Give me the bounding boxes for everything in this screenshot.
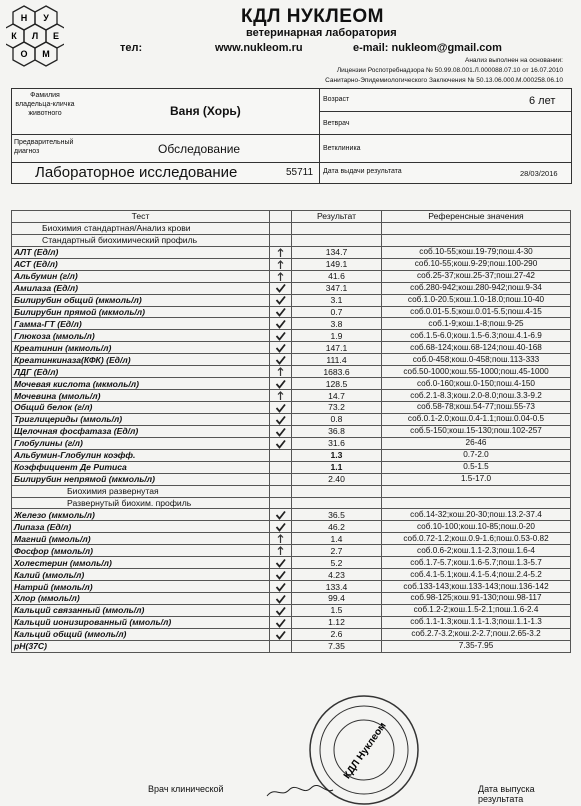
test-reference: 26-46 — [382, 437, 571, 449]
test-result: 2.6 — [292, 628, 382, 640]
test-reference: соб.0-160;кош.0-150;пош.4-150 — [382, 378, 571, 390]
ref-cell — [382, 222, 571, 234]
diag-label: Предварительный диагноз — [14, 139, 74, 155]
test-name: Кальций общий (ммоль/л) — [12, 628, 270, 640]
test-reference: соб.25-37;кош.25-37;пош.27-42 — [382, 270, 571, 282]
test-reference: соб.0.72-1.2;кош.0.9-1.6;пош.0.53-0.82 — [382, 533, 571, 545]
test-reference: соб.58-78;кош.54-77;пош.55-73 — [382, 402, 571, 414]
ref-cell — [382, 497, 571, 509]
section-label: Развернутый биохим. профиль — [12, 497, 270, 509]
vet-label: Ветврач — [323, 120, 350, 127]
test-name: Щелочная фосфатаза (Ед/л) — [12, 425, 270, 437]
test-name: Глобулины (г/л) — [12, 437, 270, 449]
arrow-up-icon — [270, 258, 292, 270]
test-reference: соб.133-143;кош.133-143;пош.136-142 — [382, 581, 571, 593]
test-result: 1.1 — [292, 461, 382, 473]
col-ref: Референсные значения — [382, 211, 571, 223]
study-number: 55711 — [286, 167, 314, 178]
test-name: Альбумин-Глобулин коэфф. — [12, 449, 270, 461]
test-result: 41.6 — [292, 270, 382, 282]
logo-letter-3: К — [11, 31, 17, 41]
email: e-mail: nukleom@gmail.com — [353, 42, 502, 54]
table-row — [12, 593, 571, 605]
test-name: Натрий (ммоль/л) — [12, 581, 270, 593]
test-result: 3.1 — [292, 294, 382, 306]
check-icon — [270, 593, 292, 605]
test-name: Мочевина (ммоль/л) — [12, 390, 270, 402]
table-row — [12, 366, 571, 378]
test-result: 347.1 — [292, 282, 382, 294]
logo-letter-2: У — [43, 13, 49, 23]
col-test: Тест — [12, 211, 270, 223]
check-icon — [270, 342, 292, 354]
table-row — [12, 509, 571, 521]
test-name: Кальций связанный (ммоль/л) — [12, 604, 270, 616]
check-icon — [270, 330, 292, 342]
test-name: Билирубин общий (мкмоль/л) — [12, 294, 270, 306]
test-result: 1.12 — [292, 616, 382, 628]
test-result: 1.4 — [292, 533, 382, 545]
table-row — [12, 342, 571, 354]
ref-cell — [382, 234, 571, 246]
arrow-up-icon — [270, 533, 292, 545]
table-row — [12, 318, 571, 330]
flag-cell — [270, 461, 292, 473]
test-result: 1.5 — [292, 604, 382, 616]
check-icon — [270, 604, 292, 616]
footer-date-label: Дата выпуска результата — [478, 784, 535, 804]
check-icon — [270, 378, 292, 390]
check-icon — [270, 306, 292, 318]
table-row — [12, 354, 571, 366]
test-result: 73.2 — [292, 402, 382, 414]
test-result: 1.9 — [292, 330, 382, 342]
check-icon — [270, 557, 292, 569]
test-reference: соб.68-124;кош.68-124;пош.40-168 — [382, 342, 571, 354]
test-result: 14.7 — [292, 390, 382, 402]
section-row — [12, 485, 571, 497]
check-icon — [270, 581, 292, 593]
test-reference: соб.10-55;кош.9-29;пош.100-290 — [382, 258, 571, 270]
test-reference: соб.10-55;кош.19-79;пош.4-30 — [382, 246, 571, 258]
table-row — [12, 425, 571, 437]
result-cell — [292, 485, 382, 497]
logo-letter-7: М — [42, 49, 50, 59]
test-name: Билирубин непрямой (мкмоль/л) — [12, 473, 270, 485]
test-reference: соб.4.1-5.1;кош.4.1-5.4;пош.2.4-5.2 — [382, 569, 571, 581]
table-row — [12, 330, 571, 342]
test-result: 36.5 — [292, 509, 382, 521]
arrow-up-icon — [270, 545, 292, 557]
test-result: 149.1 — [292, 258, 382, 270]
check-icon — [270, 509, 292, 521]
table-row — [12, 282, 571, 294]
test-reference: соб.5-150;кош.15-130;пош.102-257 — [382, 425, 571, 437]
check-icon — [270, 521, 292, 533]
table-row — [12, 306, 571, 318]
section-label: Биохимия стандартная/Анализ крови — [12, 222, 270, 234]
table-row — [12, 533, 571, 545]
test-reference: соб.280-942;кош.280-942;пош.9-34 — [382, 282, 571, 294]
table-row — [12, 473, 571, 485]
test-reference: соб.1.5-6.0;кош.1.5-6.3;пош.4.1-6.9 — [382, 330, 571, 342]
logo-letter-4: Л — [31, 31, 39, 41]
table-row — [12, 449, 571, 461]
signature — [265, 784, 335, 800]
check-icon — [270, 294, 292, 306]
arrow-up-icon — [270, 390, 292, 402]
table-row — [12, 604, 571, 616]
license-heading: Анализ выполнен на основании: — [465, 57, 563, 64]
website: www.nukleom.ru — [215, 42, 303, 54]
table-row — [12, 545, 571, 557]
table-row — [12, 628, 571, 640]
table-header-row — [12, 211, 571, 223]
flag-cell — [270, 449, 292, 461]
test-name: Общий белок (г/л) — [12, 402, 270, 414]
test-reference: соб.0.01-5.5;кош.0.01-5.5;пош.4-15 — [382, 306, 571, 318]
diag-value: Обследование — [158, 142, 241, 156]
test-name: Хлор (ммоль/л) — [12, 593, 270, 605]
test-name: Кальций ионизированный (ммоль/л) — [12, 616, 270, 628]
test-reference: соб.2.7-3.2;кош.2-2.7;пош.2.65-3.2 — [382, 628, 571, 640]
results-body — [12, 211, 571, 653]
flag-cell — [270, 234, 292, 246]
section-row — [12, 222, 571, 234]
test-name: Коэффициент Де Ритиса — [12, 461, 270, 473]
arrow-up-icon — [270, 270, 292, 282]
lab-title: КДЛ НУКЛЕОМ — [241, 6, 384, 27]
table-row — [12, 521, 571, 533]
license-line-1: Лицензии Роспотребнадзора № 50.99.08.001.Л.000088.07.10 от 16.07.2010 — [336, 67, 563, 74]
result-cell — [292, 222, 382, 234]
table-row — [12, 270, 571, 282]
logo-letter-5: Е — [52, 31, 60, 41]
test-result: 2.40 — [292, 473, 382, 485]
test-reference: соб.1-9;кош.1-8;пош.9-25 — [382, 318, 571, 330]
table-row — [12, 569, 571, 581]
col-flag — [270, 211, 292, 223]
ref-cell — [382, 485, 571, 497]
age-label: Возраст — [323, 96, 350, 103]
test-name: Креатинин (мкмоль/л) — [12, 342, 270, 354]
lab-subtitle: ветеринарная лаборатория — [246, 27, 397, 39]
test-result: 99.4 — [292, 593, 382, 605]
test-reference: соб.1.2-2;кош.1.5-2.1;пош.1.6-2.4 — [382, 604, 571, 616]
table-row — [12, 294, 571, 306]
check-icon — [270, 282, 292, 294]
arrow-up-icon — [270, 246, 292, 258]
table-row — [12, 557, 571, 569]
table-row — [12, 246, 571, 258]
check-icon — [270, 628, 292, 640]
test-reference: 1.5-17.0 — [382, 473, 571, 485]
table-row — [12, 390, 571, 402]
footer-doctor: Врач клинической — [148, 784, 224, 794]
section-label: Стандартный биохимический профиль — [12, 234, 270, 246]
test-name: Креатинкиназа(КФК) (Ед/л) — [12, 354, 270, 366]
test-name: АЛТ (Ед/л) — [12, 246, 270, 258]
test-name: Гамма-ГТ (Ед/л) — [12, 318, 270, 330]
test-reference: соб.1.0-20.5;кош.1.0-18.0;пош.10-40 — [382, 294, 571, 306]
license-line-2: Санитарно-Эпидемиологического Заключения № 50.13.06.000.М.000258.06.10 — [325, 77, 563, 84]
result-cell — [292, 497, 382, 509]
col-result: Результат — [292, 211, 382, 223]
check-icon — [270, 425, 292, 437]
logo-letter-1: Н — [20, 13, 28, 23]
test-reference: соб.0-458;кош.0-458;пош.113-333 — [382, 354, 571, 366]
test-name: Билирубин прямой (мкмоль/л) — [12, 306, 270, 318]
test-name: Амилаза (Ед/л) — [12, 282, 270, 294]
test-name: Калий (ммоль/л) — [12, 569, 270, 581]
test-result: 7.35 — [292, 640, 382, 652]
test-result: 133.4 — [292, 581, 382, 593]
check-icon — [270, 569, 292, 581]
test-reference: соб.0.6-2;кош.1.1-2.3;пош.1.6-4 — [382, 545, 571, 557]
test-name: АСТ (Ед/л) — [12, 258, 270, 270]
test-name: Триглицериды (ммоль/л) — [12, 413, 270, 425]
test-reference: соб.1.1-1.3;кош.1.1-1.3;пош.1.1-1.3 — [382, 616, 571, 628]
table-row — [12, 402, 571, 414]
date-value: 28/03/2016 — [520, 169, 558, 178]
section-row — [12, 497, 571, 509]
flag-cell — [270, 485, 292, 497]
study-title: Лабораторное исследование — [35, 164, 238, 181]
test-name: Мочевая кислота (мкмоль/л) — [12, 378, 270, 390]
test-reference: соб.98-125;кош.91-130;пош.98-117 — [382, 593, 571, 605]
test-result: 1683.6 — [292, 366, 382, 378]
stamp-text: КДЛ Нуклеом — [341, 720, 389, 782]
test-name: ЛДГ (Ед/л) — [12, 366, 270, 378]
check-icon — [270, 354, 292, 366]
vet-box — [319, 111, 572, 136]
test-result: 0.7 — [292, 306, 382, 318]
test-name: Альбумин (г/л) — [12, 270, 270, 282]
date-label: Дата выдачи результата — [323, 168, 402, 175]
test-reference: соб.2.1-8.3;кош.2.0-8.0;пош.3.3-9.2 — [382, 390, 571, 402]
test-reference: 7.35-7.95 — [382, 640, 571, 652]
test-result: 147.1 — [292, 342, 382, 354]
test-result: 134.7 — [292, 246, 382, 258]
check-icon — [270, 318, 292, 330]
test-result: 46.2 — [292, 521, 382, 533]
arrow-up-icon — [270, 366, 292, 378]
owner-label: Фамилия владельца-кличка животного — [15, 92, 75, 117]
test-name: Липаза (Ед/л) — [12, 521, 270, 533]
test-reference: 0.5-1.5 — [382, 461, 571, 473]
test-result: 31.6 — [292, 437, 382, 449]
test-reference: соб.0.1-2.0;кош.0.4-1.1;пош.0.04-0.5 — [382, 413, 571, 425]
section-row — [12, 234, 571, 246]
test-name: Холестерин (ммоль/л) — [12, 557, 270, 569]
test-result: 36.8 — [292, 425, 382, 437]
test-result: 111.4 — [292, 354, 382, 366]
test-name: Фосфор (ммоль/л) — [12, 545, 270, 557]
age-value: 6 лет — [529, 95, 556, 107]
results-table — [11, 210, 571, 653]
check-icon — [270, 402, 292, 414]
test-reference: соб.1.7-5.7;кош.1.6-5.7;пош.1.3-5.7 — [382, 557, 571, 569]
test-result: 4.23 — [292, 569, 382, 581]
test-name: Магний (ммоль/л) — [12, 533, 270, 545]
table-row — [12, 437, 571, 449]
check-icon — [270, 616, 292, 628]
clinic-label: Ветклиника — [323, 145, 361, 152]
test-result: 2.7 — [292, 545, 382, 557]
test-reference: соб.14-32;кош.20-30;пош.13.2-37.4 — [382, 509, 571, 521]
table-row — [12, 461, 571, 473]
table-row — [12, 581, 571, 593]
lab-logo — [6, 4, 64, 70]
test-result: 0.8 — [292, 413, 382, 425]
table-row — [12, 413, 571, 425]
test-reference: соб.50-1000;кош.55-1000;пош.45-1000 — [382, 366, 571, 378]
test-name: Глюкоза (ммоль/л) — [12, 330, 270, 342]
flag-cell — [270, 640, 292, 652]
check-icon — [270, 413, 292, 425]
flag-cell — [270, 222, 292, 234]
test-result: 128.5 — [292, 378, 382, 390]
result-cell — [292, 234, 382, 246]
flag-cell — [270, 473, 292, 485]
test-reference: 0.7-2.0 — [382, 449, 571, 461]
section-label: Биохимия развернутая — [12, 485, 270, 497]
test-result: 5.2 — [292, 557, 382, 569]
test-result: 1.3 — [292, 449, 382, 461]
owner-value: Ваня (Хорь) — [170, 104, 241, 118]
test-result: 3.8 — [292, 318, 382, 330]
test-reference: соб.10-100;кош.10-85;пош.0-20 — [382, 521, 571, 533]
table-row — [12, 640, 571, 652]
flag-cell — [270, 497, 292, 509]
test-name: pH(37C) — [12, 640, 270, 652]
table-row — [12, 258, 571, 270]
check-icon — [270, 437, 292, 449]
table-row — [12, 616, 571, 628]
tel-label: тел: — [120, 42, 143, 54]
test-name: Железо (мкмоль/л) — [12, 509, 270, 521]
logo-letter-6: О — [20, 49, 28, 59]
table-row — [12, 378, 571, 390]
